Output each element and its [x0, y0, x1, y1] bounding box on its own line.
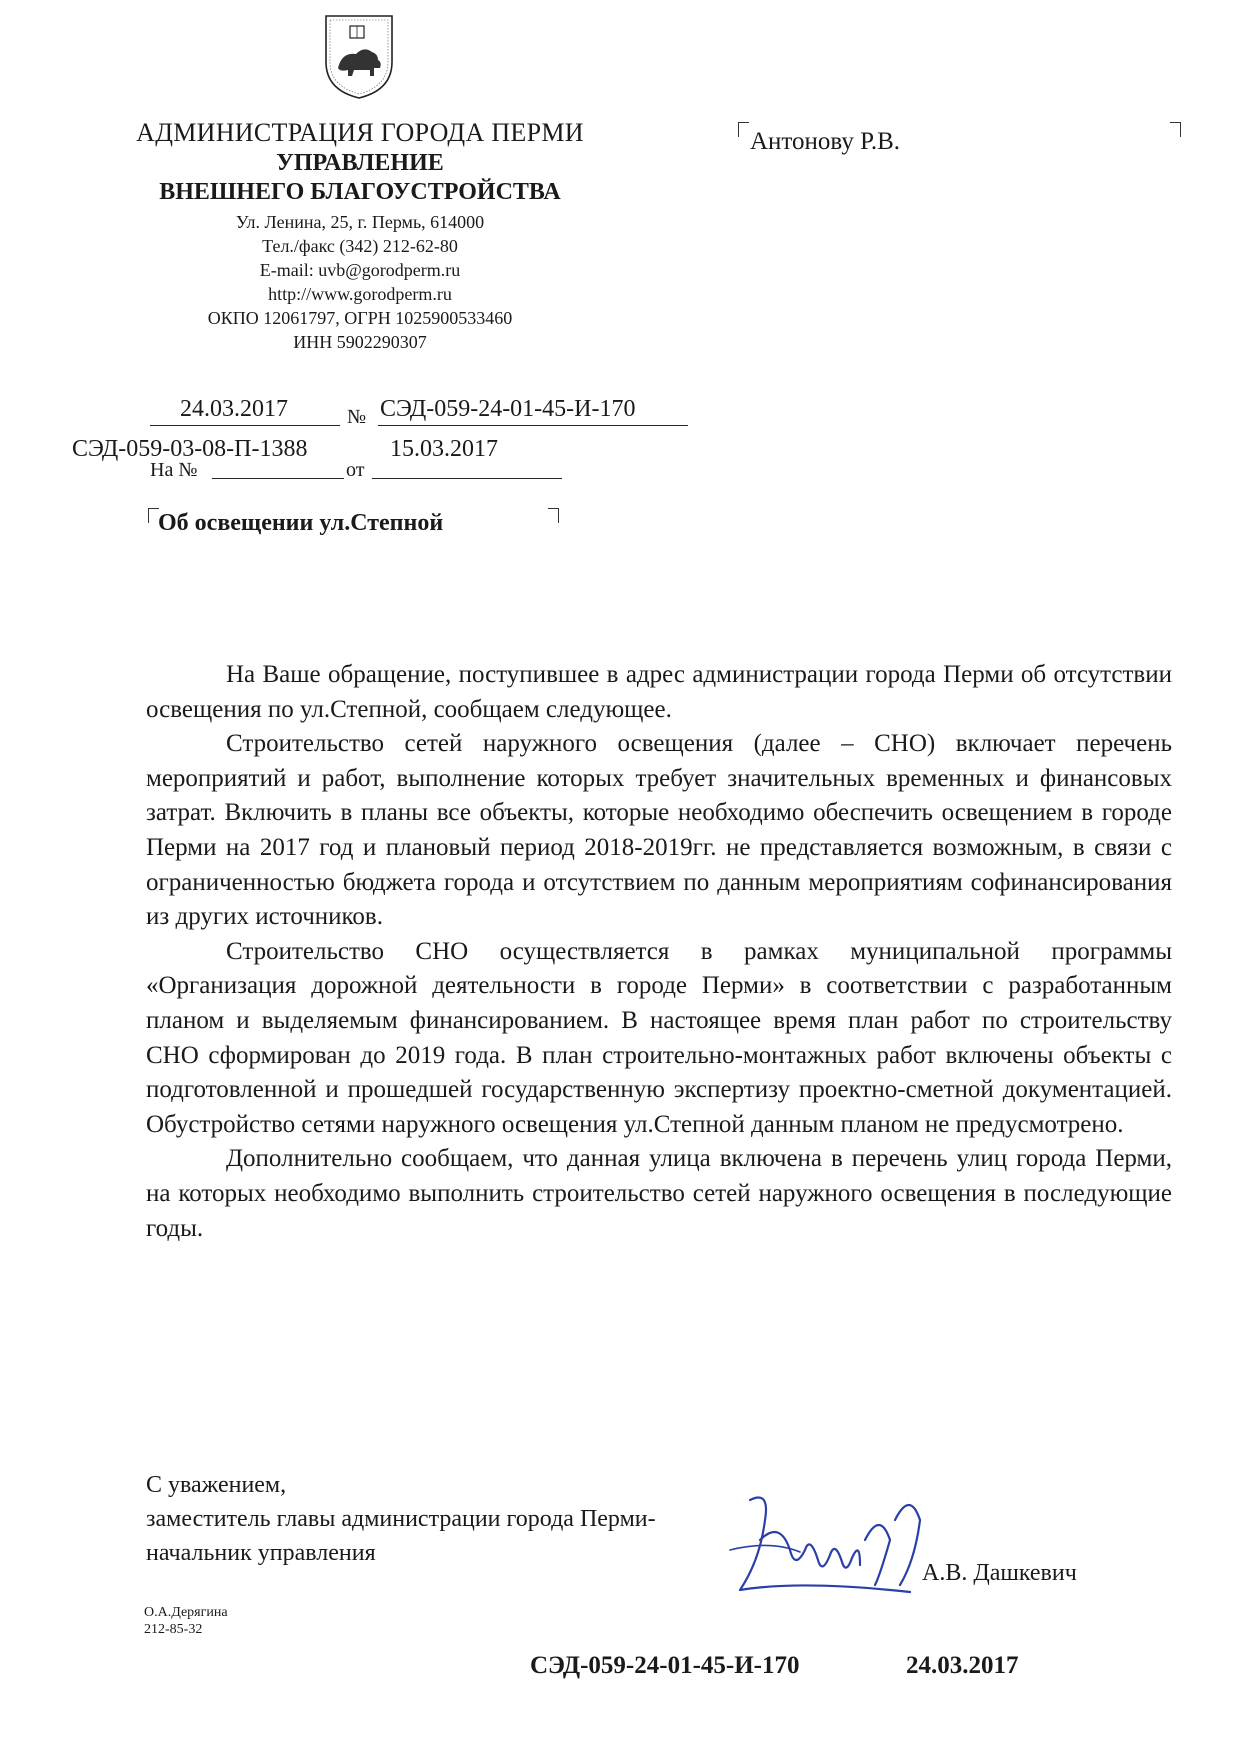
org-name: АДМИНИСТРАЦИЯ ГОРОДА ПЕРМИ	[136, 118, 584, 147]
addressee: Антонову Р.В.	[750, 128, 901, 155]
org-website: http://www.gorodperm.ru	[268, 284, 452, 304]
addressee-bracket-left	[738, 122, 749, 137]
body-paragraph: Строительство СНО осуществляется в рамках муниципальной программы «Организация дорожной деятельности в городе Перми» в соответствии с разработанным планом и выделяемым финансированием. В настоящее время план работ по строительству СНО сформирован до 2019 года. В план строительно-монтажных работ включены объекты с подготовленной и прошедшей государственную экспертизу проектно-сметной документацией. Обустройство сетями наружного освещения ул.Степной данным планом не предусмотрено.	[146, 937, 1172, 1138]
org-email: E-mail: uvb@gorodperm.ru	[259, 260, 461, 280]
perm-coat-of-arms-icon	[320, 10, 398, 100]
footer-registration-number: СЭД-059-24-01-45-И-170	[530, 1652, 800, 1679]
signer-name: А.В. Дашкевич	[922, 1560, 1077, 1586]
executor-name: О.А.Дерягина	[144, 1605, 228, 1620]
subject-bracket-right	[548, 508, 559, 523]
reference-date-label: от	[346, 459, 365, 481]
body-paragraph: Строительство сетей наружного освещения (далее – СНО) включает перечень мероприятий и работ, выполнение которых требует значительных временных и финансовых затрат. Включить в планы все объекты, которые необходимо обеспечить освещением в городе Перми на 2017 год и плановый период 2018-2019гг. не представляется возможным, в связи с ограниченностью бюджета города и отсутствием по данным мероприятиям софинансирования из других источников.	[146, 730, 1172, 931]
addressee-bracket-right	[1170, 122, 1181, 137]
letter-subject: Об освещении ул.Степной	[158, 510, 444, 536]
reference-number: СЭД-059-03-08-П-1388	[72, 436, 308, 462]
reference-date-underline	[372, 478, 562, 479]
registration-number-symbol: №	[347, 406, 367, 428]
letter-body	[146, 658, 1172, 1246]
registration-number: СЭД-059-24-01-45-И-170	[380, 396, 636, 422]
organization-header	[90, 118, 630, 354]
org-department-line2: ВНЕШНЕГО БЛАГОУСТРОЙСТВА	[159, 179, 561, 205]
executor-phone: 212-85-32	[144, 1622, 203, 1637]
org-codes: ОКПО 12061797, ОГРН 1025900533460	[207, 308, 513, 328]
reference-date: 15.03.2017	[390, 436, 498, 462]
registration-date-underline	[150, 425, 340, 426]
org-phone: Тел./факс (342) 212-62-80	[262, 236, 458, 256]
footer-registration-date: 24.03.2017	[906, 1652, 1019, 1679]
registration-number-underline	[378, 425, 688, 426]
signer-position-line1: заместитель главы администрации города Перми-	[146, 1506, 656, 1532]
org-inn: ИНН 5902290307	[293, 332, 427, 352]
registration-date: 24.03.2017	[180, 396, 288, 422]
reference-number-underline	[212, 478, 344, 479]
closing-block	[146, 1468, 656, 1570]
body-paragraph: На Ваше обращение, поступившее в адрес администрации города Перми об отсутствии освещения по ул.Степной, сообщаем следующее.	[146, 661, 1172, 723]
org-contacts	[90, 210, 630, 354]
org-department-line1: УПРАВЛЕНИЕ	[276, 150, 444, 176]
reference-number-label: На №	[150, 459, 198, 481]
org-address: Ул. Ленина, 25, г. Пермь, 614000	[235, 212, 485, 232]
body-paragraph: Дополнительно сообщаем, что данная улица включена в перечень улиц города Перми, на которых необходимо выполнить строительство сетей наружного освещения в последующие годы.	[146, 1145, 1172, 1242]
handwritten-signature-icon	[710, 1480, 960, 1610]
executor-info	[144, 1604, 228, 1638]
closing-phrase: С уважением,	[146, 1472, 287, 1498]
signer-position-line2: начальник управления	[146, 1540, 376, 1566]
